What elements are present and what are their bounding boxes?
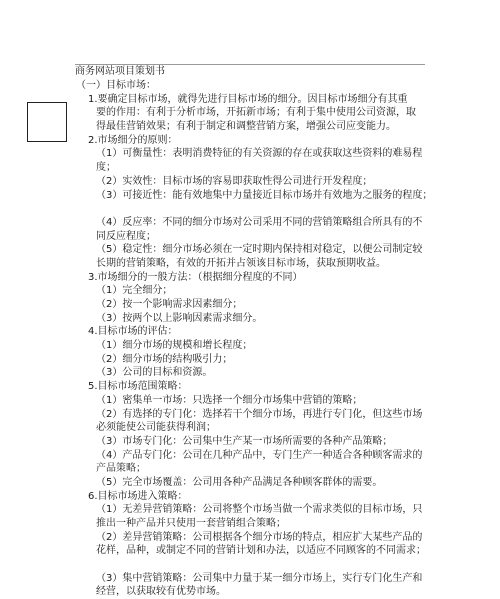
text-line: （4）产品专门化：公司在几种产品中，专门生产一种适合各种顾客需求的	[96, 449, 423, 461]
text-line: （1）完全细分；	[96, 285, 173, 297]
text-line: （2）实效性：目标市场的容易即获取性得公司进行开发程度；	[96, 175, 373, 187]
text-line: （3）按两个以上影响因素需求细分。	[96, 312, 263, 324]
text-line: 度；	[96, 162, 116, 174]
text-line: 1.要确定目标市场，就得先进行目标市场的细分。因目标市场细分有其重	[88, 93, 408, 105]
text-line: （3）公司的目标和资源。	[96, 367, 213, 379]
text-line: （2）差异营销策略：公司根据各个细分市场的特点，相应扩大某些产品的	[96, 531, 423, 543]
text-line: 推出一种产品并只使用一套营销组合策略；	[96, 518, 286, 529]
text-line: 产品策略；	[96, 463, 146, 475]
text-line: （4）反应率：不同的细分市场对公司采用不同的营销策略组合所具有的不	[96, 216, 423, 228]
text-line: （5）完全市场覆盖：公司用各种产品满足各种顾客群体的需要。	[96, 476, 383, 488]
text-line: 3.市场细分的一般方法：（根据细分程度的不同）	[88, 271, 303, 283]
text-line: 4.目标市场的评估：	[88, 326, 178, 338]
text-line: 长期的营销策略，有效的开拓并占领该目标市场，获取预期收益。	[96, 257, 386, 269]
text-line: 必须能使公司能获得利润；	[96, 422, 216, 434]
text-line: 2.市场细分的原则：	[88, 134, 178, 146]
text-line: 经营，以获取较有优势市场。	[96, 586, 226, 598]
text-line: （1）可衡量性：表明消费特征的有关资源的存在或获取这些资料的难易程	[96, 148, 423, 160]
text-line: （3）可接近性：能有效地集中力量接近目标市场并有效地为之服务的程度；	[96, 189, 433, 201]
image-placeholder	[27, 102, 67, 142]
text-line: （1）无差异营销策略：公司将整个市场当做一个需求类似的目标市场，只	[96, 504, 423, 516]
text-line: （一）目标市场：	[76, 80, 156, 91]
text-line: 6.目标市场进入策略：	[88, 490, 188, 502]
text-line: 要的作用：有利于分析市场，开拓新市场；有利于集中使用公司资源，取	[96, 107, 416, 119]
text-line: 花样，品种，或制定不同的营销计划和办法，以适应不同顾客的不同需求；	[96, 545, 426, 557]
blank-line	[76, 202, 431, 216]
text-line: （2）细分市场的结构吸引力；	[96, 353, 233, 365]
document-body	[76, 79, 431, 599]
text-line: （1）密集单一市场：只选择一个细分市场集中营销的策略；	[96, 394, 363, 406]
text-line: 同反应程度；	[96, 230, 156, 242]
text-line: （3）集中营销策略：公司集中力量于某一细分市场上，实行专门化生产和	[96, 572, 423, 584]
text-line: （2）按一个影响需求因素细分；	[96, 299, 243, 310]
text-line: （2）有选择的专门化：选择若干个细分市场，再进行专门化，但这些市场	[96, 408, 423, 420]
text-line: （5）稳定性：细分市场必须在一定时期内保持相对稳定，以便公司制定较	[96, 244, 423, 256]
text-line: 5.目标市场范围策略：	[88, 381, 188, 393]
text-line: 得最佳营销效果；有利于制定和调整营销方案，增强公司应变能力。	[96, 121, 396, 133]
text-line: （1）细分市场的规模和增长程度；	[96, 340, 253, 352]
document-title: 商务网站项目策划书	[75, 66, 165, 77]
text-line: （3）市场专门化：公司集中生产某一市场所需要的各种产品策略；	[96, 435, 393, 447]
